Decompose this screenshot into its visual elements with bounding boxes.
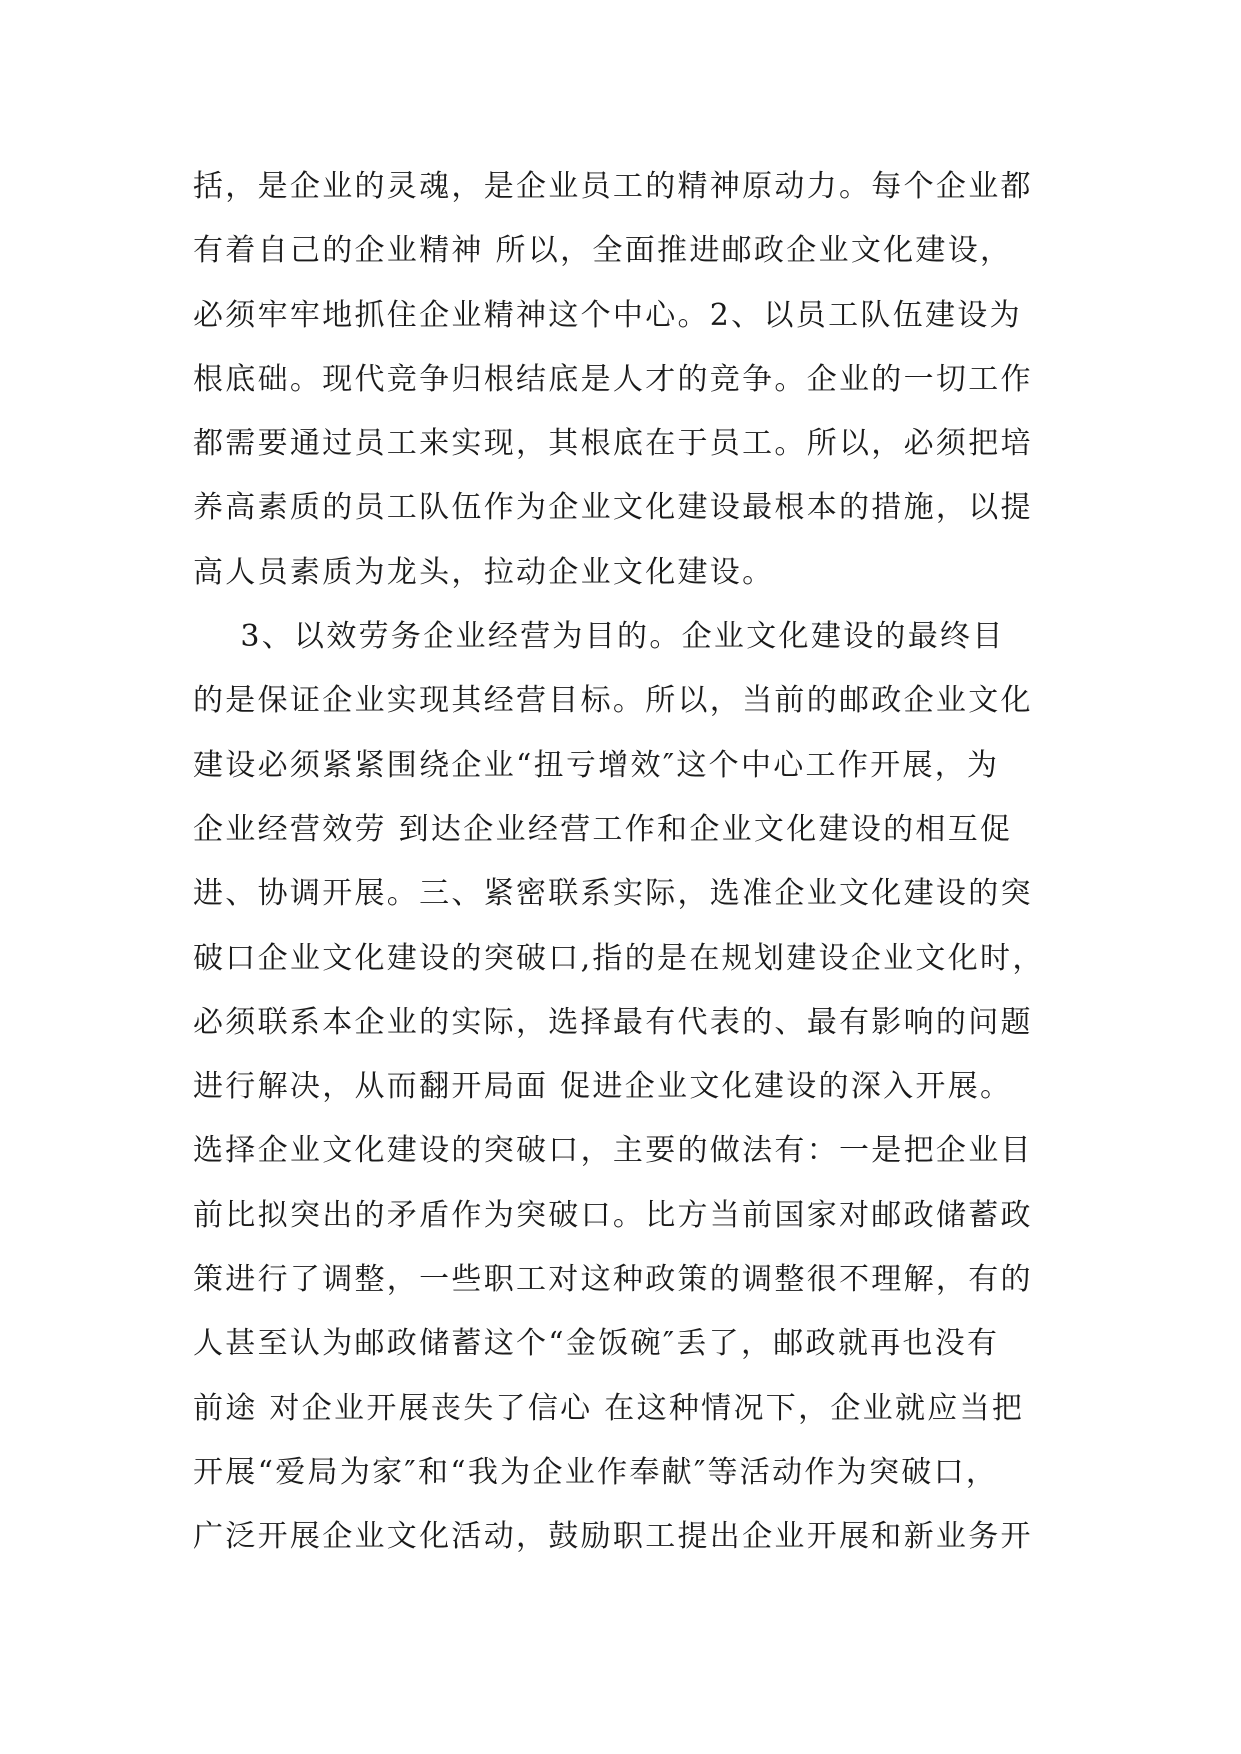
text-line: 开展“爱局为家″和“我为企业作奉献″等活动作为突破口， bbox=[193, 1454, 999, 1490]
text-line: 都需要通过员工来实现，其根底在于员工。所以，必须把培 bbox=[193, 426, 1033, 462]
text-line: 人甚至认为邮政储蓄这个“金饭碗″丢了，邮政就再也没有 bbox=[193, 1326, 1000, 1362]
text-line: 有着自己的企业精神 所以，全面推进邮政企业文化建设， bbox=[193, 233, 1013, 269]
text-line: 选择企业文化建设的突破口，主要的做法有：一是把企业目 bbox=[193, 1133, 1033, 1169]
text-line: 进行解决，从而翻开局面 促进企业文化建设的深入开展。 bbox=[193, 1069, 1013, 1105]
text-line: 高人员素质为龙头，拉动企业文化建设。 bbox=[193, 554, 775, 590]
text-line: 的是保证企业实现其经营目标。所以，当前的邮政企业文化 bbox=[193, 683, 1033, 719]
text-line: 前比拟突出的矛盾作为突破口。比方当前国家对邮政储蓄政 bbox=[193, 1197, 1033, 1233]
body-text bbox=[193, 155, 1055, 1570]
text-line: 3、以效劳务企业经营为目的。企业文化建设的最终目 bbox=[193, 619, 1005, 655]
text-line: 广泛开展企业文化活动，鼓励职工提出企业开展和新业务开 bbox=[193, 1519, 1033, 1555]
text-line: 策进行了调整，一些职工对这种政策的调整很不理解，有的 bbox=[193, 1262, 1033, 1298]
text-line: 括，是企业的灵魂，是企业员工的精神原动力。每个企业都 bbox=[193, 169, 1033, 204]
text-line: 进、协调开展。三、紧密联系实际，选准企业文化建设的突 bbox=[193, 876, 1033, 912]
text-line: 企业经营效劳 到达企业经营工作和企业文化建设的相互促 bbox=[193, 811, 1013, 847]
text-line: 建设必须紧紧围绕企业“扭亏增效″这个中心工作开展，为 bbox=[193, 747, 1000, 783]
text-line: 养高素质的员工队伍作为企业文化建设最根本的措施，以提 bbox=[193, 490, 1033, 526]
text-line: 必须联系本企业的实际，选择最有代表的、最有影响的问题 bbox=[193, 1004, 1033, 1040]
text-line: 前途 对企业开展丧失了信心 在这种情况下，企业就应当把 bbox=[193, 1390, 1025, 1426]
text-line: 破口企业文化建设的突破口,指的是在规划建设企业文化时， bbox=[193, 940, 1045, 976]
text-line: 根底础。现代竞争归根结底是人才的竞争。企业的一切工作 bbox=[193, 361, 1033, 397]
text-line: 必须牢牢地抓住企业精神这个中心。2、以员工队伍建设为 bbox=[193, 297, 1022, 333]
